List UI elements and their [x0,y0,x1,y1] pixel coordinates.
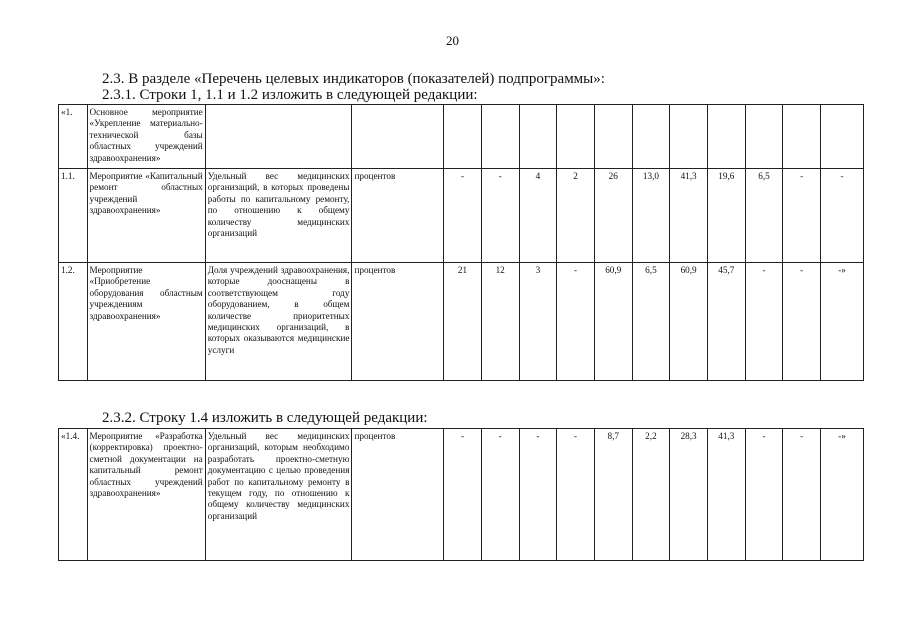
value-cell: - [557,429,595,561]
value-cell [557,105,595,169]
section-heading: 2.3. В разделе «Перечень целевых индикаторов (показателей) подпрограммы»: [102,71,605,87]
value-cell: 2 [557,169,595,263]
value-cell: - [481,169,519,263]
row-number-cell: 1.1. [59,169,88,263]
value-cell [783,105,821,169]
value-cell: 41,3 [707,429,745,561]
value-cell: - [519,429,557,561]
value-cell: - [557,263,595,381]
value-cell: 6,5 [632,263,670,381]
value-cell: 6,5 [745,169,783,263]
value-cell [444,105,482,169]
value-cell: - [821,169,864,263]
value-cell: - [783,263,821,381]
value-cell: 26 [594,169,632,263]
value-cell: -» [821,263,864,381]
indicator-cell: Доля учреждений здравоохранения, которые дооснащены в соответствующем году оборудованием, в общем количестве приоритетных медицинских организаций, в которых оказываются медицинские услуги [205,263,352,381]
unit-cell: процентов [352,263,444,381]
value-cell: 2,2 [632,429,670,561]
value-cell: 45,7 [707,263,745,381]
value-cell: 13,0 [632,169,670,263]
value-cell: - [444,429,482,561]
value-cell [707,105,745,169]
indicator-cell [205,105,352,169]
row-number-cell: «1. [59,105,88,169]
value-cell: - [783,169,821,263]
value-cell [745,105,783,169]
value-cell: - [444,169,482,263]
unit-cell [352,105,444,169]
value-cell: 3 [519,263,557,381]
event-cell: Основное мероприятие «Укрепление материально-технической базы областных учреждений здравоохранения» [87,105,205,169]
table-row [59,105,864,169]
value-cell: 28,3 [670,429,708,561]
event-cell: Мероприятие «Разработка (корректировка) проектно-сметной документации на капитальный ремонт областных учреждений здравоохранения» [87,429,205,561]
value-cell [481,105,519,169]
row-number-cell: «1.4. [59,429,88,561]
value-cell: 8,7 [594,429,632,561]
unit-cell: процентов [352,169,444,263]
value-cell [670,105,708,169]
table-row [59,169,864,263]
value-cell [632,105,670,169]
value-cell: - [745,429,783,561]
value-cell: 60,9 [670,263,708,381]
value-cell: - [481,429,519,561]
value-cell [519,105,557,169]
value-cell: 41,3 [670,169,708,263]
event-cell: Мероприятие «Приобретение оборудования областным учреждениям здравоохранения» [87,263,205,381]
value-cell: 19,6 [707,169,745,263]
subsection-heading-rows-1-1.1-1.2: 2.3.1. Строки 1, 1.1 и 1.2 изложить в следующей редакции: [102,87,478,103]
page-number: 20 [446,33,459,48]
indicator-cell: Удельный вес медицинских организаций, которым необходимо разработать проектно-сметную документацию с целью проведения работ по капитальному ремонту в текущем году, по отношению к общему количеству медицинских организаций [205,429,352,561]
value-cell: 12 [481,263,519,381]
value-cell: 4 [519,169,557,263]
value-cell: 60,9 [594,263,632,381]
value-cell: 21 [444,263,482,381]
subsection-heading-row-1.4: 2.3.2. Строку 1.4 изложить в следующей редакции: [102,410,428,426]
row-number-cell: 1.2. [59,263,88,381]
event-cell: Мероприятие «Капитальный ремонт областных учреждений здравоохранения» [87,169,205,263]
value-cell [594,105,632,169]
value-cell: -» [821,429,864,561]
table-row [59,429,864,561]
value-cell: - [745,263,783,381]
table-row [59,263,864,381]
unit-cell: процентов [352,429,444,561]
value-cell [821,105,864,169]
indicators-table-a [58,104,864,381]
value-cell: - [783,429,821,561]
indicator-cell: Удельный вес медицинских организаций, в которых проведены работы по капитальному ремонту, по отношению к общему количеству медицинских организаций [205,169,352,263]
indicators-table-b [58,428,864,561]
